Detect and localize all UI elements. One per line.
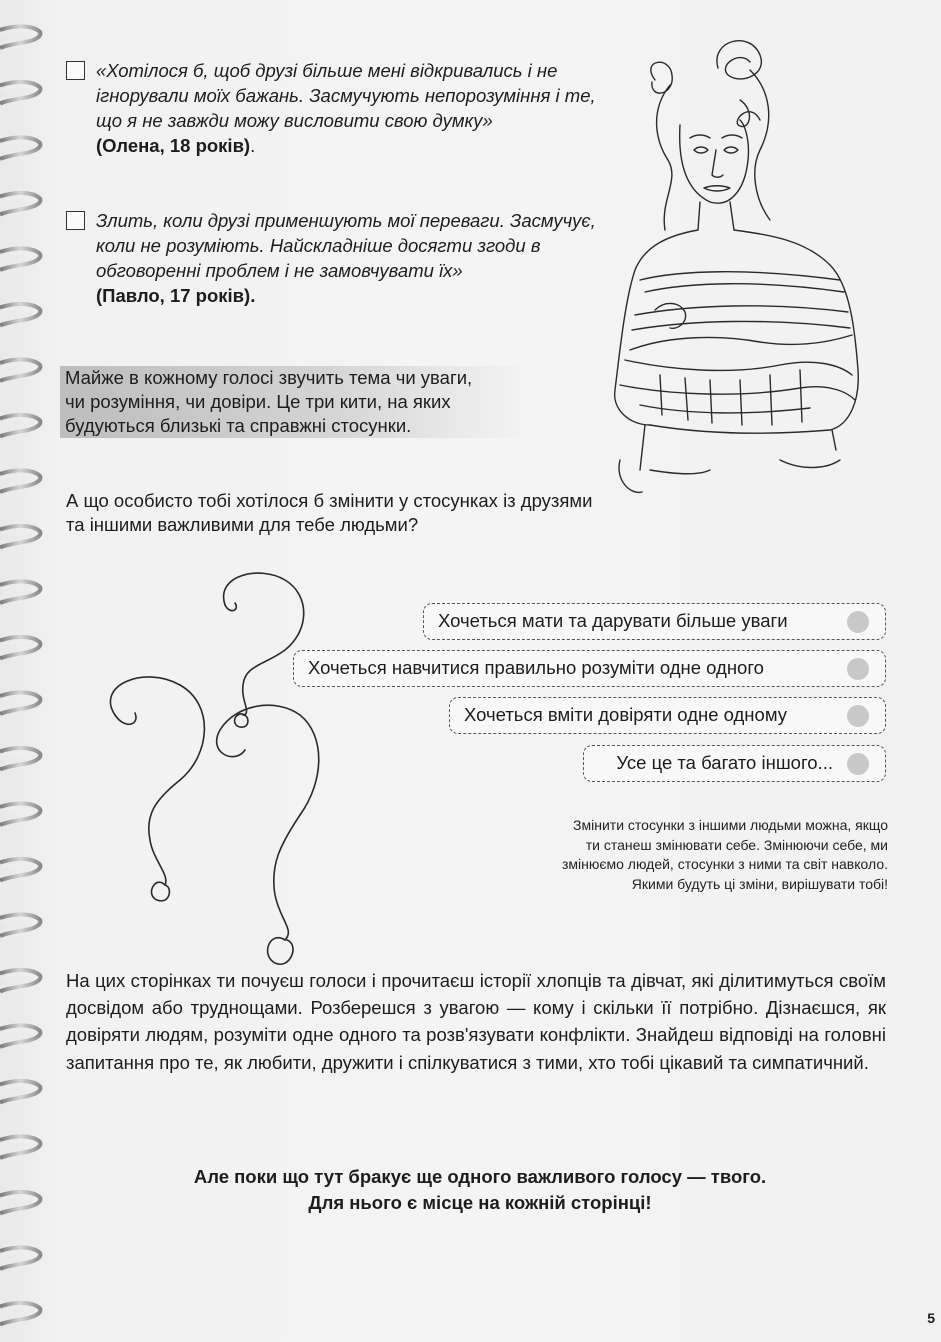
closing-line: Для нього є місце на кожній сторінці! [308,1192,652,1213]
binding-ring [0,1136,40,1158]
binding-ring-highlight [2,1030,36,1034]
binding-ring-highlight [2,697,36,701]
option-radio-dot[interactable] [847,658,869,680]
binding-ring-highlight [2,420,36,424]
binding-ring-highlight [2,864,36,868]
binding-ring-highlight [2,309,36,313]
binding-ring-highlight [2,142,36,146]
binding-ring-highlight [2,1141,36,1145]
closing-statement [66,1164,894,1216]
binding-ring-highlight [2,975,36,979]
binding-ring [0,748,40,770]
binding-ring-highlight [2,531,36,535]
option-radio-dot[interactable] [847,611,869,633]
binding-ring [0,470,40,492]
binding-ring-highlight [2,1197,36,1201]
binding-ring [0,1081,40,1103]
quote-checkbox[interactable] [66,61,85,80]
highlight-line: Майже в кожному голосі звучить тема чи уваги, [60,366,530,390]
option-label: Хочеться вміти довіряти одне одному [464,704,787,725]
option-label: Хочеться навчитися правильно розуміти одне одного [308,657,764,678]
binding-ring [0,415,40,437]
binding-ring [0,1025,40,1047]
binding-ring [0,692,40,714]
binding-ring [0,803,40,825]
binding-ring-highlight [2,198,36,202]
binding-ring [0,359,40,381]
option-label: Хочеться мати та дарувати більше уваги [438,610,788,631]
binding-ring [0,193,40,215]
quote-text: «Хотілося б, щоб друзі більше мені відкривались і не ігнорували моїх бажань. Засмучують непорозуміння і те, що я не завжди можу висловити свою думку» [96,60,596,131]
binding-ring-highlight [2,1308,36,1312]
binding-ring [0,1303,40,1325]
quote-checkbox[interactable] [66,211,85,230]
option-radio-dot[interactable] [847,705,869,727]
binding-ring [0,914,40,936]
binding-ring [0,1247,40,1269]
binding-ring [0,970,40,992]
highlight-line: чи розуміння, чи довіри. Це три кити, на яких [60,390,530,414]
quote-olena [66,58,596,158]
highlight-line: будуються близькі та справжні стосунки. [60,414,530,438]
closing-line: Але поки що тут бракує ще одного важливого голосу — твого. [193,1166,767,1187]
binding-ring-highlight [2,919,36,923]
quote-pavlo [66,208,596,308]
binding-ring [0,248,40,270]
binding-ring-highlight [2,753,36,757]
girl-line-illustration [600,30,890,500]
quote-text: Злить, коли друзі применшують мої переваги. Засмучує, коли не розуміють. Найскладніше досягти згоди в обговоренні проблем і не замовчувати їх» [96,210,596,281]
binding-ring-highlight [2,808,36,812]
binding-ring [0,637,40,659]
binding-ring-highlight [2,87,36,91]
option-trust[interactable] [449,697,886,734]
binding-ring [0,1192,40,1214]
binding-ring [0,26,40,48]
option-label: Усе це та багато іншого... [616,752,833,773]
option-understanding[interactable] [293,650,886,687]
note-line: ти станеш змінювати себе. Змінюючи себе, ми [585,836,888,853]
binding-ring [0,526,40,548]
binding-ring-highlight [2,1252,36,1256]
question-prompt: А що особисто тобі хотілося б змінити у стосунках із друзями та іншими важливими для тебе людьми? [66,490,593,535]
binding-ring-highlight [2,586,36,590]
binding-ring [0,304,40,326]
binding-ring [0,581,40,603]
binding-ring-highlight [2,1086,36,1090]
binding-ring-highlight [2,253,36,257]
binding-ring-highlight [2,642,36,646]
spiral-binding [0,0,50,1342]
page-number: 5 [927,1310,935,1326]
binding-ring [0,137,40,159]
note-line: змінюємо людей, стосунки з ними та світ навколо. [561,856,888,872]
side-note [478,816,888,894]
option-attention[interactable] [423,603,886,640]
binding-ring [0,82,40,104]
quote-author: (Олена, 18 років) [96,135,251,156]
question-marks-doodle [95,565,345,975]
note-line: Змінити стосунки з іншими людьми можна, якщо [573,817,888,833]
binding-ring-highlight [2,475,36,479]
binding-ring-highlight [2,31,36,35]
option-all[interactable] [583,745,886,782]
highlight-statement [60,366,540,438]
intro-paragraph: На цих сторінках ти почуєш голоси і прочитаєш історії хлопців та дівчат, які ділитимуться своїм досвідом або труднощами. Розберешся з увагою — кому і скільки її потрібно. Дізнаєшся, як довіряти людям, розуміти одне одного та розв'язувати конфлікти. Знайдеш відповіді на головні запитання про те, як любити, дружити і спілкуватися з тими, хто тобі цікавий та симпатичний. [66,970,886,1073]
quote-trail: . [250,135,256,156]
note-line: Якими будуть ці зміни, вирішувати тобі! [631,875,888,892]
option-radio-dot[interactable] [847,753,869,775]
quote-author: (Павло, 17 років). [96,285,256,306]
binding-ring [0,859,40,881]
binding-ring-highlight [2,364,36,368]
